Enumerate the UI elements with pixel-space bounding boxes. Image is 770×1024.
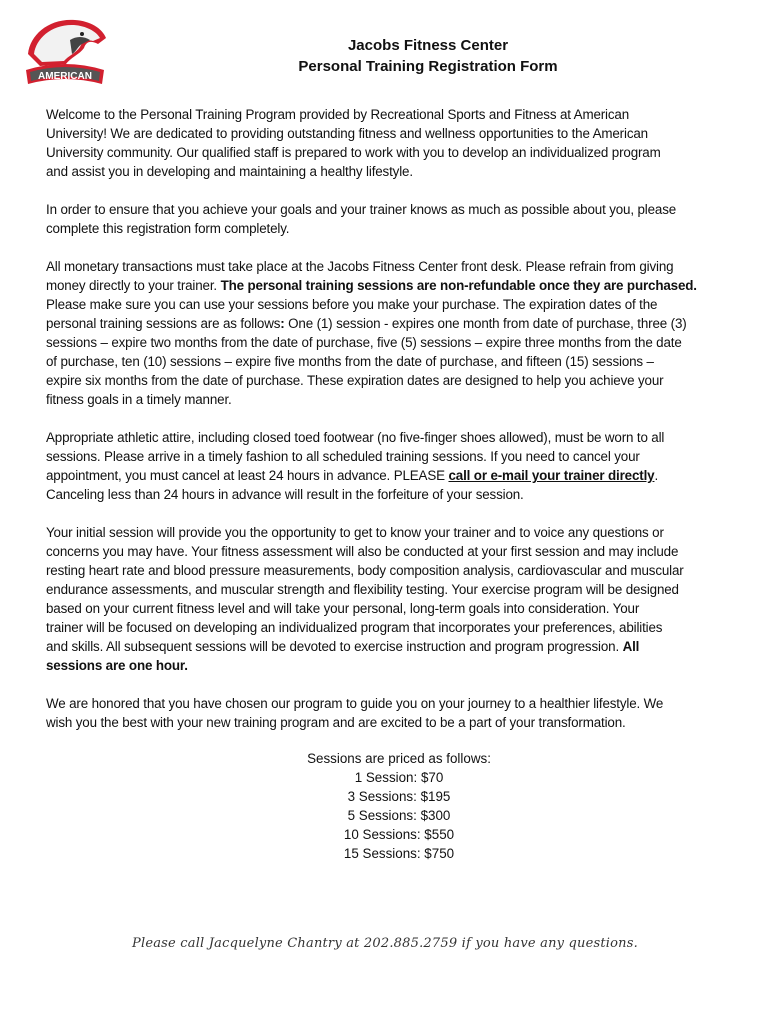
text-segment: expire six months from the date of purchase. These expiration dates are designed to help you achieve your <box>46 373 664 388</box>
emphasis-text: sessions are one hour. <box>46 658 188 673</box>
text-segment: resting heart rate and blood pressure measurements, body composition analysis, cardiovascular and muscular <box>46 563 684 578</box>
text-segment: Appropriate athletic attire, including closed toed footwear (no five-finger shoes allowed), must be worn to all <box>46 430 665 445</box>
text-line <box>46 542 761 561</box>
price-item: 3 Sessions: $195 <box>347 789 451 804</box>
emphasis-text: call or e-mail your trainer directly <box>448 468 655 483</box>
price-item: 10 Sessions: $550 <box>343 827 455 842</box>
text-segment: of purchase, ten (10) sessions – expire five months from the date of purchase, and fifteen (15) sessions – <box>46 354 654 369</box>
text-segment: money directly to your trainer. <box>46 278 221 293</box>
text-segment: All monetary transactions must take place at the Jacobs Fitness Center front desk. Please refrain from giving <box>46 259 674 274</box>
text-segment: One (1) session - expires one month from date of purchase, three (3) <box>284 316 687 331</box>
paragraph <box>46 105 761 181</box>
text-segment: complete this registration form completely. <box>46 221 290 236</box>
text-line <box>46 466 761 485</box>
text-segment: Your initial session will provide you the opportunity to get to know your trainer and to voice any questions or <box>46 525 664 540</box>
text-segment: Please make sure you can use your sessions before you make your purchase. The expiration dates of the <box>46 297 658 312</box>
text-line <box>46 713 761 732</box>
pricing-heading: Sessions are priced as follows: <box>307 751 491 766</box>
text-line <box>46 523 761 542</box>
text-line <box>46 105 761 124</box>
price-item: 5 Sessions: $300 <box>347 808 451 823</box>
emphasis-text: : <box>280 316 285 331</box>
text-segment: and assist you in developing and maintaining a healthy lifestyle. <box>46 164 413 179</box>
text-segment: personal training sessions are as follows <box>46 316 281 331</box>
price-item: 15 Sessions: $750 <box>343 846 455 861</box>
text-segment: In order to ensure that you achieve your goals and your trainer knows as much as possible about you, please <box>46 202 677 217</box>
text-segment: based on your current fitness level and will take your personal, long-term goals into consideration. Your <box>46 601 640 616</box>
text-segment: We are honored that you have chosen our program to guide you on your journey to a healthier lifestyle. We <box>46 696 664 711</box>
text-line <box>46 162 761 181</box>
text-segment: Welcome to the Personal Training Program provided by Recreational Sports and Fitness at American <box>46 107 630 122</box>
paragraph <box>46 428 761 504</box>
paragraph <box>46 257 761 409</box>
paragraph <box>46 200 761 238</box>
page-subtitle: Personal Training Registration Form <box>298 58 558 75</box>
text-segment: University! We are dedicated to providing outstanding fitness and wellness opportunities to the American <box>46 126 648 141</box>
text-line <box>46 447 761 466</box>
text-segment: sessions – expire two months from the date of purchase, five (5) sessions – expire three months from the date <box>46 335 682 350</box>
text-line <box>46 694 761 713</box>
emphasis-text: All <box>622 639 640 654</box>
text-line <box>46 219 761 238</box>
text-line <box>46 200 761 219</box>
text-line <box>46 295 761 314</box>
text-line <box>46 352 761 371</box>
emphasis-text: The personal training sessions are non-refundable once they are purchased. <box>220 278 697 293</box>
contact-footer: Please call Jacquelyne Chantry at 202.885.2759 if you have any questions. <box>132 936 638 951</box>
text-line <box>46 257 761 276</box>
text-segment: wish you the best with your new training program and are excited to be a part of your transformation. <box>46 715 626 730</box>
text-line <box>46 276 761 295</box>
text-line <box>46 599 761 618</box>
text-line <box>46 561 761 580</box>
text-line <box>46 314 761 333</box>
text-line <box>46 371 761 390</box>
text-segment: fitness goals in a timely manner. <box>46 392 232 407</box>
text-line <box>46 656 761 675</box>
text-line <box>46 618 761 637</box>
text-segment: concerns you may have. Your fitness assessment will also be conducted at your first session and may include <box>46 544 679 559</box>
text-line <box>46 485 761 504</box>
pricing-list <box>0 749 770 863</box>
body-text <box>46 105 761 751</box>
text-segment: endurance assessments, and muscular strength and flexibility testing. Your exercise program will be designed <box>46 582 679 597</box>
page-title: Jacobs Fitness Center <box>347 37 509 54</box>
text-segment: appointment, you must cancel at least 24 hours in advance. PLEASE <box>46 468 449 483</box>
text-line <box>46 580 761 599</box>
text-line <box>46 428 761 447</box>
paragraph <box>46 694 761 732</box>
text-line <box>46 390 761 409</box>
text-segment: trainer will be focused on developing an individualized program that incorporates your preferences, abilities <box>46 620 663 635</box>
svg-text:AMERICAN: AMERICAN <box>38 71 92 82</box>
text-line <box>46 333 761 352</box>
price-item: 1 Session: $70 <box>354 770 444 785</box>
text-segment: and skills. All subsequent sessions will be devoted to exercise instruction and program progression. <box>46 639 623 654</box>
text-segment: sessions. Please arrive in a timely fashion to all scheduled training sessions. If you need to cancel your <box>46 449 640 464</box>
text-line <box>46 143 761 162</box>
text-line <box>46 124 761 143</box>
text-line <box>46 637 761 656</box>
text-segment: . <box>654 468 659 483</box>
text-segment: Canceling less than 24 hours in advance will result in the forfeiture of your session. <box>46 487 524 502</box>
paragraph <box>46 523 761 675</box>
text-segment: University community. Our qualified staff is prepared to work with you to develop an individualized program <box>46 145 661 160</box>
